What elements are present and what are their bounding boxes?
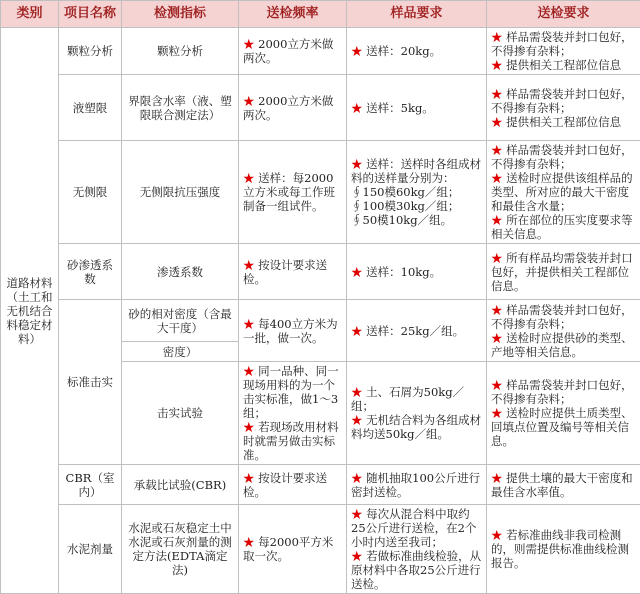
- star-icon: ★: [491, 143, 506, 157]
- bullet-line: [243, 171, 342, 213]
- bullet-line: [351, 265, 482, 279]
- header-category: 类别: [1, 1, 59, 28]
- bullet-text: 送样：5kg。: [366, 101, 434, 115]
- header-frequency: 送检频率: [239, 1, 347, 28]
- bullet-line: [351, 101, 482, 115]
- star-icon: ★: [491, 303, 506, 317]
- star-icon: ★: [491, 30, 506, 44]
- header-sample: 样品要求: [347, 1, 487, 28]
- star-icon: ★: [243, 37, 258, 51]
- delivery-cell: [487, 141, 640, 244]
- bullet-line: [351, 507, 482, 549]
- star-icon: ★: [491, 115, 506, 129]
- delivery-cell: [487, 28, 640, 75]
- bullet-text: 随机抽取100公斤进行密封送检。: [351, 471, 480, 499]
- delivery-cell: [487, 505, 640, 594]
- bullet-line: [243, 258, 342, 286]
- sample-cell: [347, 362, 487, 465]
- bullet-text: 送样：送样时各组成材料的送样量分别为：∮150模60kg／组；∮100模30kg／组；∮50模10kg／组。: [351, 157, 481, 227]
- bullet-line: [351, 549, 482, 591]
- bullet-line: [243, 364, 342, 420]
- table-row: [1, 244, 640, 300]
- delivery-cell: [487, 465, 640, 505]
- delivery-cell: [487, 362, 640, 465]
- item-cell: 液塑限: [59, 75, 122, 141]
- star-icon: ★: [351, 324, 366, 338]
- bullet-line: [491, 171, 636, 213]
- sample-cell: [347, 244, 487, 300]
- star-icon: ★: [351, 44, 366, 58]
- star-icon: ★: [351, 549, 366, 563]
- star-icon: ★: [351, 265, 366, 279]
- indicator-cell: 界限含水率（液、塑限联合测定法）: [122, 75, 239, 141]
- table-row: [1, 141, 640, 244]
- item-cell: 标准击实: [59, 300, 122, 465]
- bullet-text: 2000立方米做两次。: [243, 94, 333, 122]
- bullet-line: [491, 213, 636, 241]
- star-icon: ★: [243, 471, 258, 485]
- sample-cell: [347, 465, 487, 505]
- bullet-text: 每400立方米为一批，做一次。: [243, 317, 338, 345]
- bullet-text: 送样：每2000立方米或每工作班制备一组试件。: [243, 171, 335, 213]
- star-icon: ★: [243, 364, 258, 378]
- frequency-cell: [239, 244, 347, 300]
- bullet-text: 送样：20kg。: [366, 44, 441, 58]
- star-icon: ★: [491, 58, 506, 72]
- indicator-cell: 颗粒分析: [122, 28, 239, 75]
- bullet-line: [491, 87, 636, 115]
- indicator-cell: 砂的相对密度（含最大干度）: [122, 300, 239, 342]
- star-icon: ★: [243, 171, 258, 185]
- delivery-cell: [487, 300, 640, 362]
- frequency-cell: [239, 300, 347, 362]
- indicator-cell: 无侧限抗压强度: [122, 141, 239, 244]
- bullet-line: [243, 420, 342, 462]
- bullet-text: 送样：25kg／组。: [366, 324, 464, 338]
- bullet-line: [491, 251, 636, 293]
- item-cell: 无侧限: [59, 141, 122, 244]
- frequency-cell: [239, 465, 347, 505]
- bullet-text: 样品需袋装并封口包好，不得掺有杂料；: [491, 87, 633, 115]
- frequency-cell: [239, 28, 347, 75]
- star-icon: ★: [491, 213, 506, 227]
- indicator-cell: 渗透系数: [122, 244, 239, 300]
- frequency-cell: [239, 505, 347, 594]
- bullet-line: [491, 331, 636, 359]
- item-cell: CBR（室内）: [59, 465, 122, 505]
- star-icon: ★: [351, 157, 366, 171]
- star-icon: ★: [243, 258, 258, 272]
- bullet-line: [243, 94, 342, 122]
- frequency-cell: [239, 362, 347, 465]
- bullet-text: 样品需袋装并封口包好，不得掺有杂料；: [491, 30, 633, 58]
- bullet-text: 样品需袋装并封口包好，不得掺有杂料；: [491, 378, 633, 406]
- star-icon: ★: [351, 507, 366, 521]
- item-cell: 颗粒分析: [59, 28, 122, 75]
- bullet-text: 样品需袋装并封口包好，不得掺有杂料；: [491, 143, 633, 171]
- delivery-cell: [487, 244, 640, 300]
- bullet-line: [351, 324, 482, 338]
- bullet-text: 土、石屑为50kg／组；: [351, 385, 464, 413]
- indicator-cell: 承载比试验(CBR): [122, 465, 239, 505]
- frequency-cell: [239, 141, 347, 244]
- bullet-text: 若现场改用材料时就需另做击实标准。: [243, 420, 339, 462]
- bullet-line: [243, 317, 342, 345]
- indicator-cell: 密度）: [122, 342, 239, 362]
- bullet-text: 每2000平方米取一次。: [243, 535, 333, 563]
- sample-cell: [347, 28, 487, 75]
- bullet-line: [351, 157, 482, 227]
- item-cell: 砂渗透系数: [59, 244, 122, 300]
- table-row: [1, 505, 640, 594]
- bullet-line: [491, 471, 636, 499]
- delivery-cell: [487, 75, 640, 141]
- frequency-cell: [239, 75, 347, 141]
- bullet-line: [351, 44, 482, 58]
- star-icon: ★: [243, 94, 258, 108]
- table-header-row: [1, 1, 640, 28]
- sample-cell: [347, 141, 487, 244]
- bullet-text: 2000立方米做两次。: [243, 37, 333, 65]
- bullet-text: 无机结合料为各组成材料均送50kg／组。: [351, 413, 481, 441]
- bullet-text: 所有样品均需袋装并封口包好，并提供相关工程部位信息。: [491, 251, 633, 293]
- bullet-text: 若标准曲线非我司检测的，则需提供标准曲线检测报告。: [491, 528, 629, 570]
- bullet-line: [243, 471, 342, 499]
- sample-cell: [347, 300, 487, 362]
- bullet-line: [351, 471, 482, 499]
- bullet-text: 样品需袋装并封口包好，不得掺有杂料；: [491, 303, 633, 331]
- indicator-cell: 击实试验: [122, 362, 239, 465]
- bullet-text: 提供相关工程部位信息: [506, 115, 621, 129]
- bullet-line: [491, 378, 636, 406]
- header-indicator: 检测指标: [122, 1, 239, 28]
- bullet-line: [243, 37, 342, 65]
- star-icon: ★: [491, 471, 506, 485]
- bullet-line: [491, 528, 636, 570]
- star-icon: ★: [351, 413, 366, 427]
- item-cell: 水泥剂量: [59, 505, 122, 594]
- bullet-text: 送检时应提供该组样品的类型、所对应的最大干密度和最佳含水量；: [491, 171, 633, 213]
- indicator-cell: 水泥或石灰稳定土中水泥或石灰剂量的测定方法(EDTA滴定法): [122, 505, 239, 594]
- star-icon: ★: [243, 317, 258, 331]
- table-row: [1, 300, 640, 342]
- bullet-line: [491, 115, 636, 129]
- bullet-text: 提供土壤的最大干密度和最佳含水率值。: [491, 471, 633, 499]
- bullet-text: 所在部位的压实度要求等相关信息。: [491, 213, 633, 241]
- table-row: [1, 28, 640, 75]
- bullet-text: 送检时应提供砂的类型、产地等相关信息。: [491, 331, 633, 359]
- bullet-text: 提供相关工程部位信息: [506, 58, 621, 72]
- star-icon: ★: [491, 251, 506, 265]
- star-icon: ★: [243, 420, 258, 434]
- bullet-line: [491, 58, 636, 72]
- sample-cell: [347, 505, 487, 594]
- bullet-text: 若做标准曲线检验，从原材料中各取25公斤进行送检。: [351, 549, 481, 591]
- bullet-text: 每次从混合料中取约25公斤进行送检，在2个小时内送至我司；: [351, 507, 476, 549]
- table-row: [1, 465, 640, 505]
- star-icon: ★: [351, 471, 366, 485]
- bullet-line: [491, 30, 636, 58]
- star-icon: ★: [491, 406, 506, 420]
- header-delivery: 送检要求: [487, 1, 640, 28]
- table-row: [1, 75, 640, 141]
- bullet-text: 送样：10kg。: [366, 265, 441, 279]
- star-icon: ★: [491, 331, 506, 345]
- bullet-line: [491, 303, 636, 331]
- star-icon: ★: [491, 87, 506, 101]
- star-icon: ★: [243, 535, 258, 549]
- header-item: 项目名称: [59, 1, 122, 28]
- star-icon: ★: [351, 385, 366, 399]
- bullet-line: [351, 413, 482, 441]
- star-icon: ★: [351, 101, 366, 115]
- star-icon: ★: [491, 378, 506, 392]
- bullet-text: 同一品种、同一现场用料的为一个击实标准，做1～3组；: [243, 364, 339, 420]
- bullet-line: [243, 535, 342, 563]
- bullet-line: [351, 385, 482, 413]
- bullet-line: [491, 406, 636, 448]
- category-cell: 道路材料（土工和无机结合料稳定材料）: [1, 28, 59, 594]
- bullet-text: 按设计要求送检。: [243, 258, 327, 286]
- bullet-text: 送检时应提供土质类型、回填点位置及编号等相关信息。: [491, 406, 633, 448]
- star-icon: ★: [491, 528, 506, 542]
- bullet-text: 按设计要求送检。: [243, 471, 327, 499]
- bullet-line: [491, 143, 636, 171]
- sample-cell: [347, 75, 487, 141]
- star-icon: ★: [491, 171, 506, 185]
